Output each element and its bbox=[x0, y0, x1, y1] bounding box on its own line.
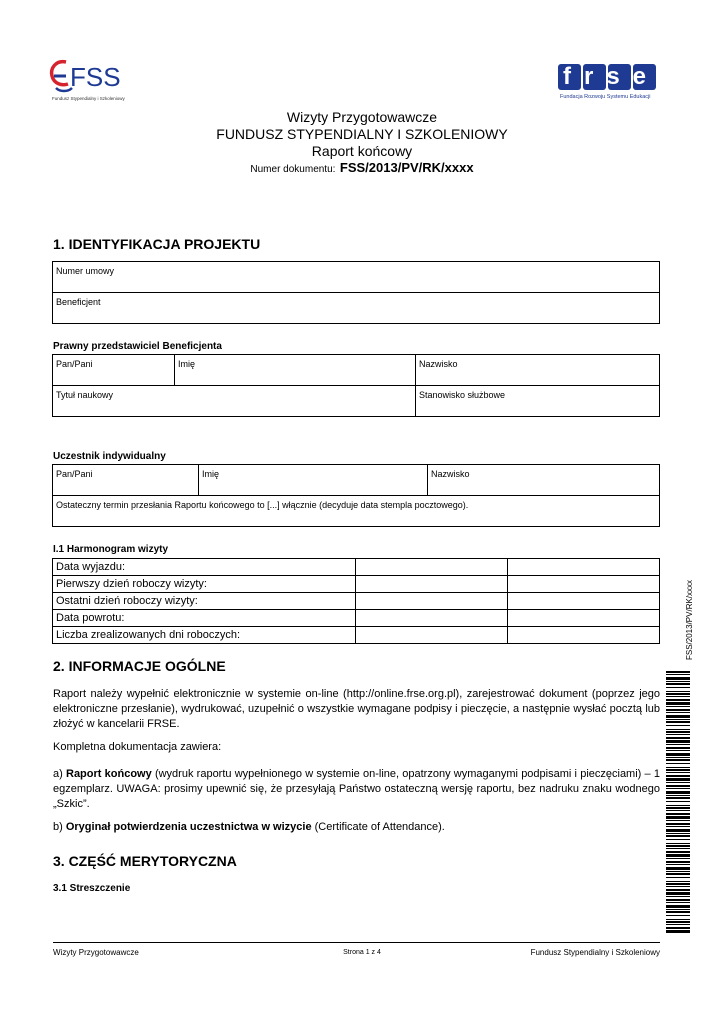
item-a-prefix: a) bbox=[53, 768, 66, 780]
participant-title: Uczestnik indywidualny bbox=[53, 451, 166, 462]
contract-number-field[interactable]: Numer umowy bbox=[53, 262, 660, 293]
item-b-bold: Oryginał potwierdzenia uczestnictwa w wizycie bbox=[65, 821, 312, 833]
table-row bbox=[53, 559, 660, 576]
participant-table bbox=[52, 464, 660, 527]
item-a-bold: Raport końcowy bbox=[66, 768, 152, 780]
project-identification-table bbox=[52, 261, 660, 324]
fss-logo bbox=[48, 58, 138, 108]
fss-logo-text: FSS bbox=[70, 62, 121, 92]
schedule-cell[interactable] bbox=[356, 559, 508, 576]
frse-logo bbox=[558, 62, 666, 106]
legal-representative-table bbox=[52, 354, 660, 417]
side-document-code bbox=[671, 570, 694, 660]
report-deadline-note: Ostateczny termin przesłania Raportu końcowego to [...] włącznie (decyduje data stempla pocztowego). bbox=[53, 496, 660, 527]
frse-logo-subtitle: Fundacja Rozwoju Systemu Edukacji bbox=[560, 94, 651, 100]
schedule-cell[interactable] bbox=[356, 576, 508, 593]
schedule-cell[interactable] bbox=[508, 610, 660, 627]
footer-right: Fundusz Stypendialny i Szkoleniowy bbox=[530, 948, 660, 957]
frse-logo-text: frse bbox=[563, 63, 660, 90]
side-document-code-text: FSS/2013/PV/RK/xxxx bbox=[685, 579, 694, 660]
schedule-row-label: Liczba zrealizowanych dni roboczych: bbox=[53, 627, 356, 644]
table-row bbox=[53, 576, 660, 593]
document-number-label: Numer dokumentu: bbox=[250, 164, 336, 175]
table-row bbox=[53, 610, 660, 627]
documentation-item-b bbox=[53, 820, 660, 835]
rep-last-name-field[interactable]: Nazwisko bbox=[416, 355, 660, 386]
frse-logo-mark bbox=[558, 62, 658, 92]
footer-left: Wizyty Przygotowawcze bbox=[53, 948, 139, 957]
schedule-row-label: Data wyjazdu: bbox=[53, 559, 356, 576]
schedule-cell[interactable] bbox=[356, 610, 508, 627]
table-row bbox=[53, 627, 660, 644]
schedule-cell[interactable] bbox=[356, 627, 508, 644]
schedule-cell[interactable] bbox=[508, 559, 660, 576]
section-2-title: 2. INFORMACJE OGÓLNE bbox=[53, 658, 226, 674]
rep-title-field[interactable]: Pan/Pani bbox=[53, 355, 175, 386]
schedule-cell[interactable] bbox=[508, 627, 660, 644]
section-3-title: 3. CZĘŚĆ MERYTORYCZNA bbox=[53, 853, 237, 869]
schedule-cell[interactable] bbox=[356, 593, 508, 610]
rep-first-name-field[interactable]: Imię bbox=[175, 355, 416, 386]
barcode-icon bbox=[666, 671, 690, 933]
footer-rule bbox=[53, 942, 660, 943]
schedule-cell[interactable] bbox=[508, 576, 660, 593]
header-line-1: Wizyty Przygotowawcze bbox=[286, 109, 438, 125]
participant-title-field[interactable]: Pan/Pani bbox=[53, 465, 199, 496]
section-1-title: 1. IDENTYFIKACJA PROJEKTU bbox=[53, 236, 261, 252]
document-number-value: FSS/2013/PV/RK/xxxx bbox=[339, 160, 474, 175]
header-line-3: Raport końcowy bbox=[311, 143, 413, 159]
summary-subtitle: 3.1 Streszczenie bbox=[53, 883, 131, 894]
legal-representative-title: Prawny przedstawiciel Beneficjenta bbox=[53, 341, 222, 352]
fss-logo-subtitle: Fundusz Stypendialny i Szkoleniowy bbox=[52, 96, 125, 101]
item-b-text: (Certificate of Attendance). bbox=[311, 821, 445, 833]
participant-last-name-field[interactable]: Nazwisko bbox=[428, 465, 660, 496]
documentation-item-a bbox=[53, 767, 660, 812]
schedule-cell[interactable] bbox=[508, 593, 660, 610]
schedule-table bbox=[52, 558, 660, 644]
participant-first-name-field[interactable]: Imię bbox=[199, 465, 428, 496]
schedule-row-label: Pierwszy dzień roboczy wizyty: bbox=[53, 576, 356, 593]
footer-page-number: Strona 1 z 4 bbox=[343, 949, 381, 956]
rep-academic-title-field[interactable]: Tytuł naukowy bbox=[53, 386, 416, 417]
documentation-intro: Kompletna dokumentacja zawiera: bbox=[53, 741, 222, 753]
item-b-prefix: b) bbox=[53, 821, 66, 833]
instructions-paragraph: Raport należy wypełnić elektronicznie w systemie on-line (http://online.frse.org.pl), zarejestrować dokument (poprzez jego elektroniczne przesłanie), wydrukować, uzupełnić o wszystkie wymagane podpisy i pieczęcie, a następnie wysłać pocztą lub złożyć w kancelarii FRSE. bbox=[53, 688, 660, 730]
schedule-row-label: Data powrotu: bbox=[53, 610, 356, 627]
document-number bbox=[0, 159, 724, 177]
header-line-2: FUNDUSZ STYPENDIALNY I SZKOLENIOWY bbox=[216, 126, 508, 142]
schedule-row-label: Ostatni dzień roboczy wizyty: bbox=[53, 593, 356, 610]
item-a-text: (wydruk raportu wypełnionego w systemie on-line, opatrzony wymaganymi podpisami i pieczęciami) – 1 egzemplarz. UWAGA: prosimy upewnić się, że przesyłają Państwo ostateczną wersję raportu, bez nadruku znaku wodnego „Szkic”. bbox=[53, 768, 660, 810]
beneficiary-field[interactable]: Beneficjent bbox=[53, 293, 660, 324]
schedule-title: I.1 Harmonogram wizyty bbox=[53, 544, 169, 555]
table-row bbox=[53, 593, 660, 610]
rep-position-field[interactable]: Stanowisko służbowe bbox=[416, 386, 660, 417]
